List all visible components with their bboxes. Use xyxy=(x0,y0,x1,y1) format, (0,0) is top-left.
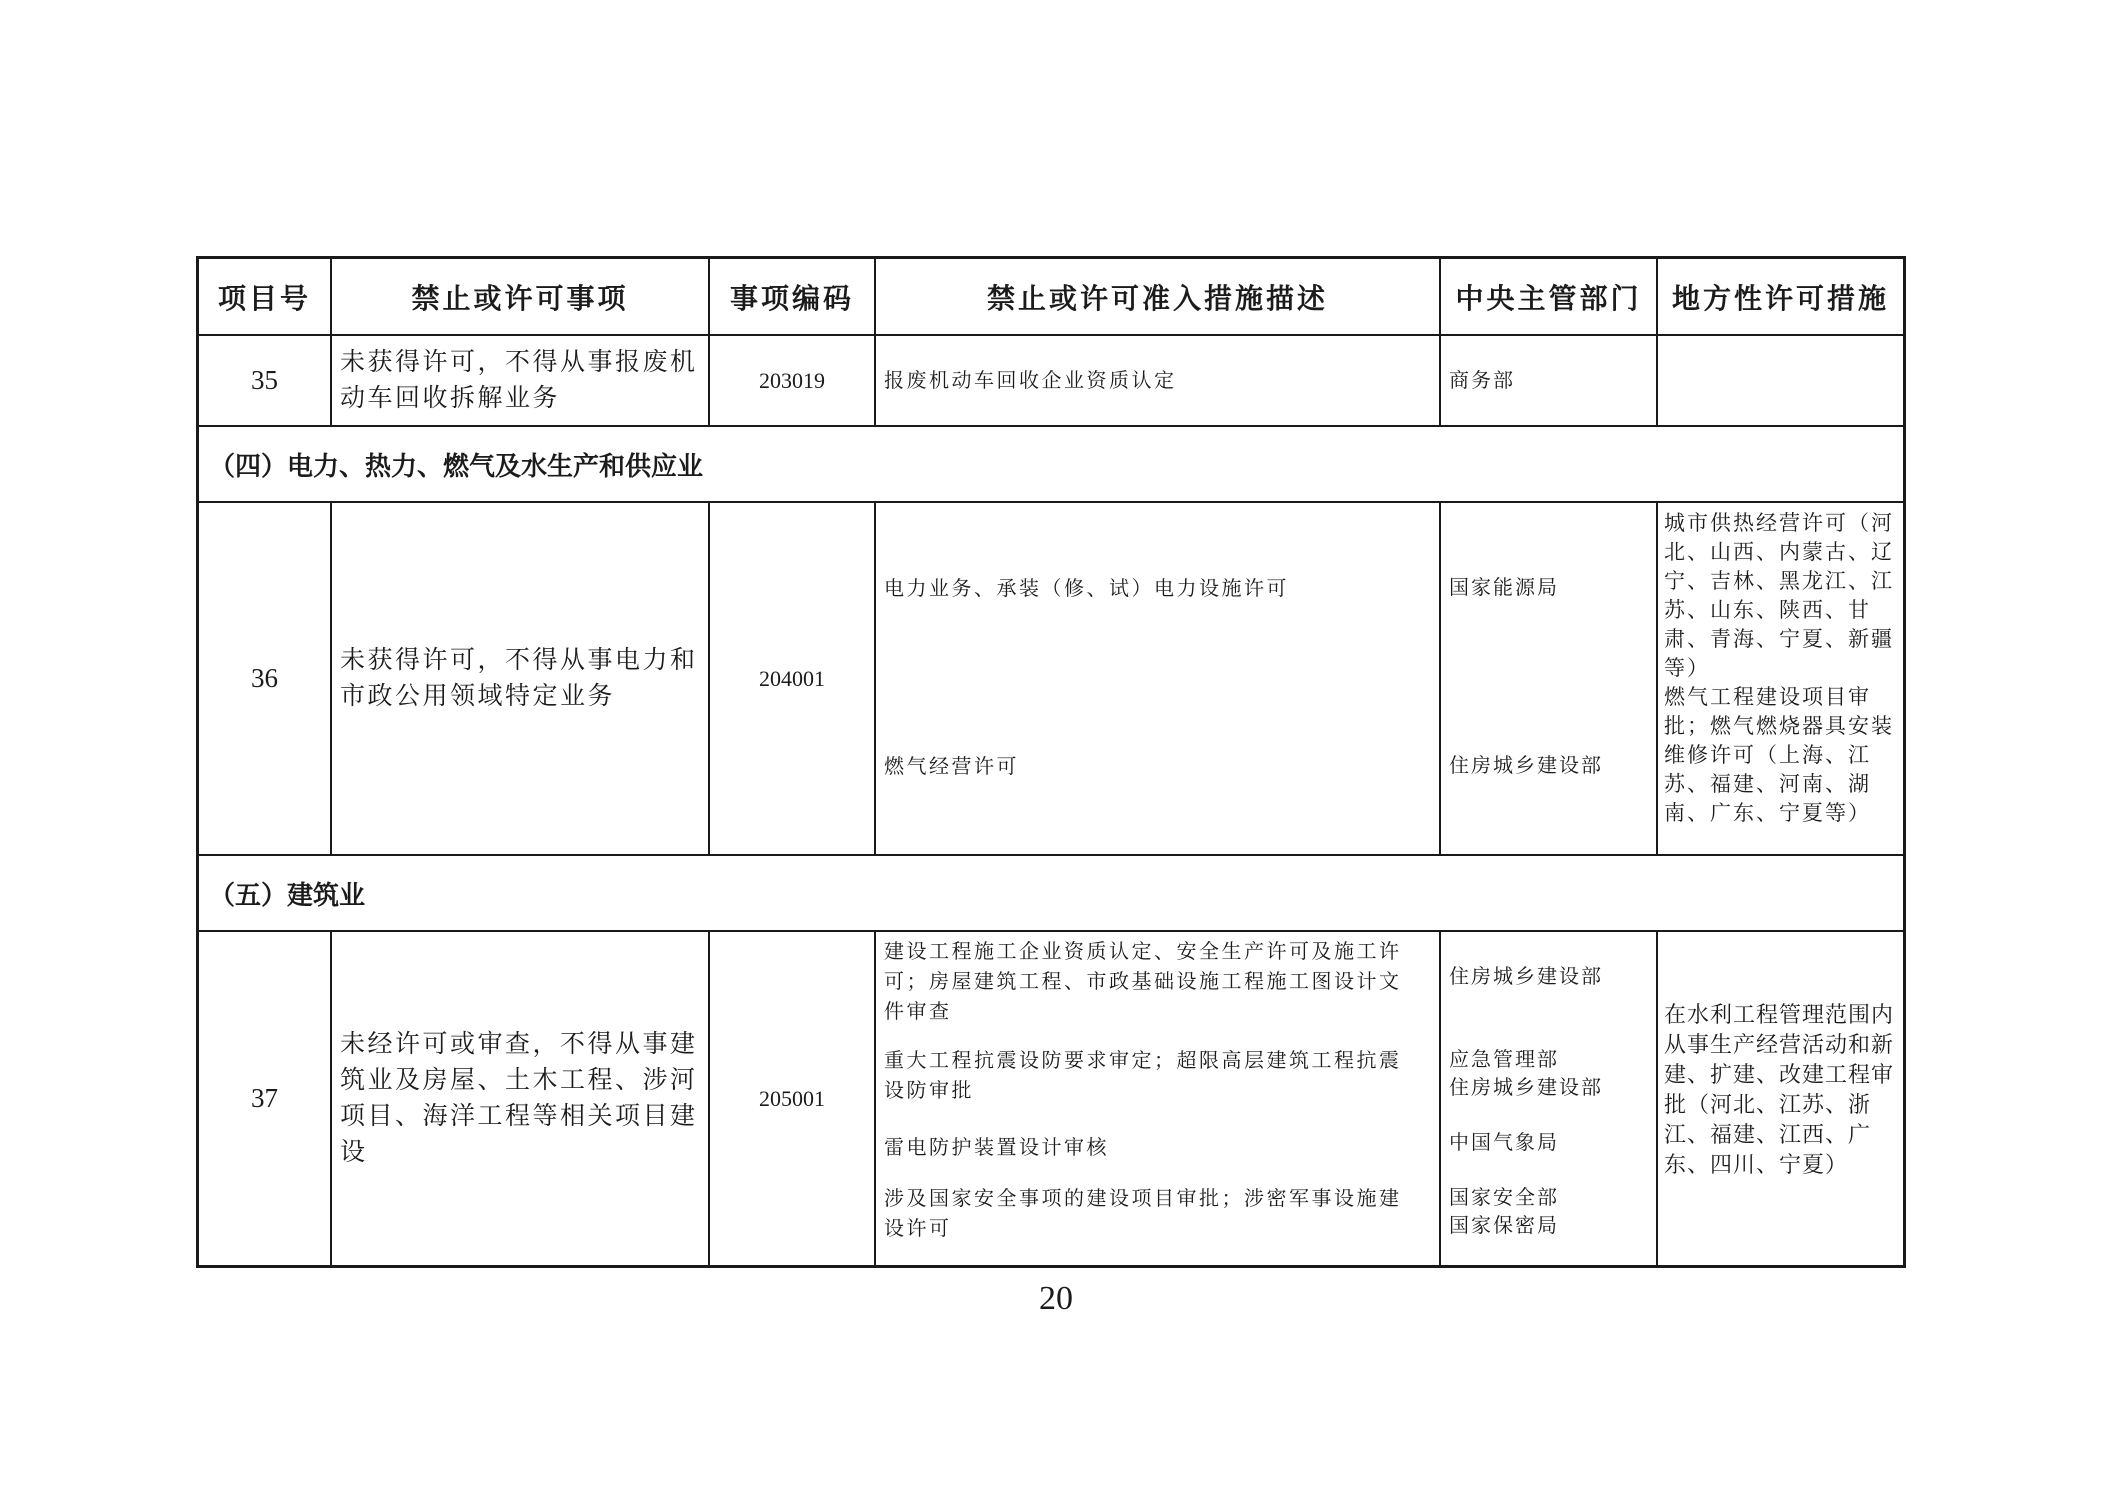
measure-text: 涉及国家安全事项的建设项目审批；涉密军事设施建设许可 xyxy=(884,1188,1402,1240)
item-text: 未获得许可，不得从事电力和市政公用领域特定业务 xyxy=(340,646,698,710)
department-group xyxy=(1449,963,1603,991)
permit-table xyxy=(196,256,1906,1268)
section-title: （五）建筑业 xyxy=(209,880,366,911)
project-number-cell: 36 xyxy=(199,503,332,854)
code-cell: 205001 xyxy=(710,932,876,1265)
page-number: 20 xyxy=(1039,1280,1073,1317)
project-number-cell: 37 xyxy=(199,932,332,1265)
project-number-cell: 35 xyxy=(199,336,332,425)
department-cell xyxy=(1441,336,1658,425)
table-row xyxy=(199,503,1903,856)
header-project-number: 项目号 xyxy=(199,259,332,334)
measure-text: 雷电防护装置设计审核 xyxy=(884,1137,1109,1159)
table-header-row xyxy=(199,259,1903,336)
measure-text: 燃气经营许可 xyxy=(884,756,1019,778)
local-measures-cell xyxy=(1658,932,1903,1265)
header-local-measures: 地方性许可措施 xyxy=(1671,281,1889,315)
department-cell xyxy=(1441,932,1658,1265)
header-code: 事项编码 xyxy=(710,259,876,334)
measures-cell xyxy=(876,503,1441,854)
local-measures-cell xyxy=(1658,503,1903,854)
department-text: 中国气象局 xyxy=(1449,1132,1559,1154)
header-measures: 禁止或许可准入措施描述 xyxy=(876,259,1441,334)
section-row xyxy=(199,856,1903,932)
header-item: 禁止或许可事项 xyxy=(332,259,710,334)
item-cell xyxy=(332,336,710,425)
item-text: 未获得许可，不得从事报废机动车回收拆解业务 xyxy=(340,348,698,412)
measures-cell xyxy=(876,336,1441,425)
item-text: 未经许可或审查，不得从事建筑业及房屋、土木工程、涉河项目、海洋工程等相关项目建设 xyxy=(340,1030,698,1166)
local-measure-text: 在水利工程管理范围内从事生产经营活动和新建、扩建、改建工程审批（河北、江苏、浙江、福建、江西、广东、四川、宁夏） xyxy=(1664,1002,1895,1177)
code-cell: 203019 xyxy=(710,336,876,425)
department-text: 住房城乡建设部 xyxy=(1449,755,1603,777)
department-cell xyxy=(1441,503,1658,854)
measure-text: 建设工程施工企业资质认定、安全生产许可及施工许可；房屋建筑工程、市政基础设施工程施工图设计文件审查 xyxy=(884,941,1402,1023)
header-central-department: 中央主管部门 xyxy=(1441,259,1658,334)
local-measures-cell xyxy=(1658,336,1903,425)
department-group xyxy=(1449,1046,1603,1102)
table-row xyxy=(199,932,1903,1265)
department-group xyxy=(1449,1184,1559,1240)
department-text: 国家能源局 xyxy=(1449,577,1559,599)
table-row xyxy=(199,336,1903,427)
item-cell xyxy=(332,932,710,1265)
item-cell xyxy=(332,503,710,854)
local-measure-text: 燃气工程建设项目审批；燃气燃烧器具安装维修许可（上海、江苏、福建、河南、湖南、广东、宁夏等） xyxy=(1664,685,1894,825)
measure-text: 重大工程抗震设防要求审定；超限高层建筑工程抗震设防审批 xyxy=(884,1050,1402,1102)
local-measure-text: 城市供热经营许可（河北、山西、内蒙古、辽宁、吉林、黑龙江、江苏、山东、陕西、甘肃、青海、宁夏、新疆等） xyxy=(1664,511,1894,680)
department-group xyxy=(1449,1129,1559,1157)
department-text: 住房城乡建设部 xyxy=(1449,1077,1603,1099)
measures-cell xyxy=(876,932,1441,1265)
department-text: 商务部 xyxy=(1449,369,1515,392)
code-cell: 204001 xyxy=(710,503,876,854)
measure-text: 电力业务、承装（修、试）电力设施许可 xyxy=(884,578,1289,600)
measure-text: 报废机动车回收企业资质认定 xyxy=(884,369,1177,392)
department-text: 应急管理部 xyxy=(1449,1049,1559,1071)
section-title: （四）电力、热力、燃气及水生产和供应业 xyxy=(209,451,704,482)
department-text: 住房城乡建设部 xyxy=(1449,966,1603,988)
local-measures-block xyxy=(1664,509,1897,828)
department-text: 国家安全部 xyxy=(1449,1187,1559,1209)
section-row xyxy=(199,427,1903,503)
department-text: 国家保密局 xyxy=(1449,1215,1559,1237)
